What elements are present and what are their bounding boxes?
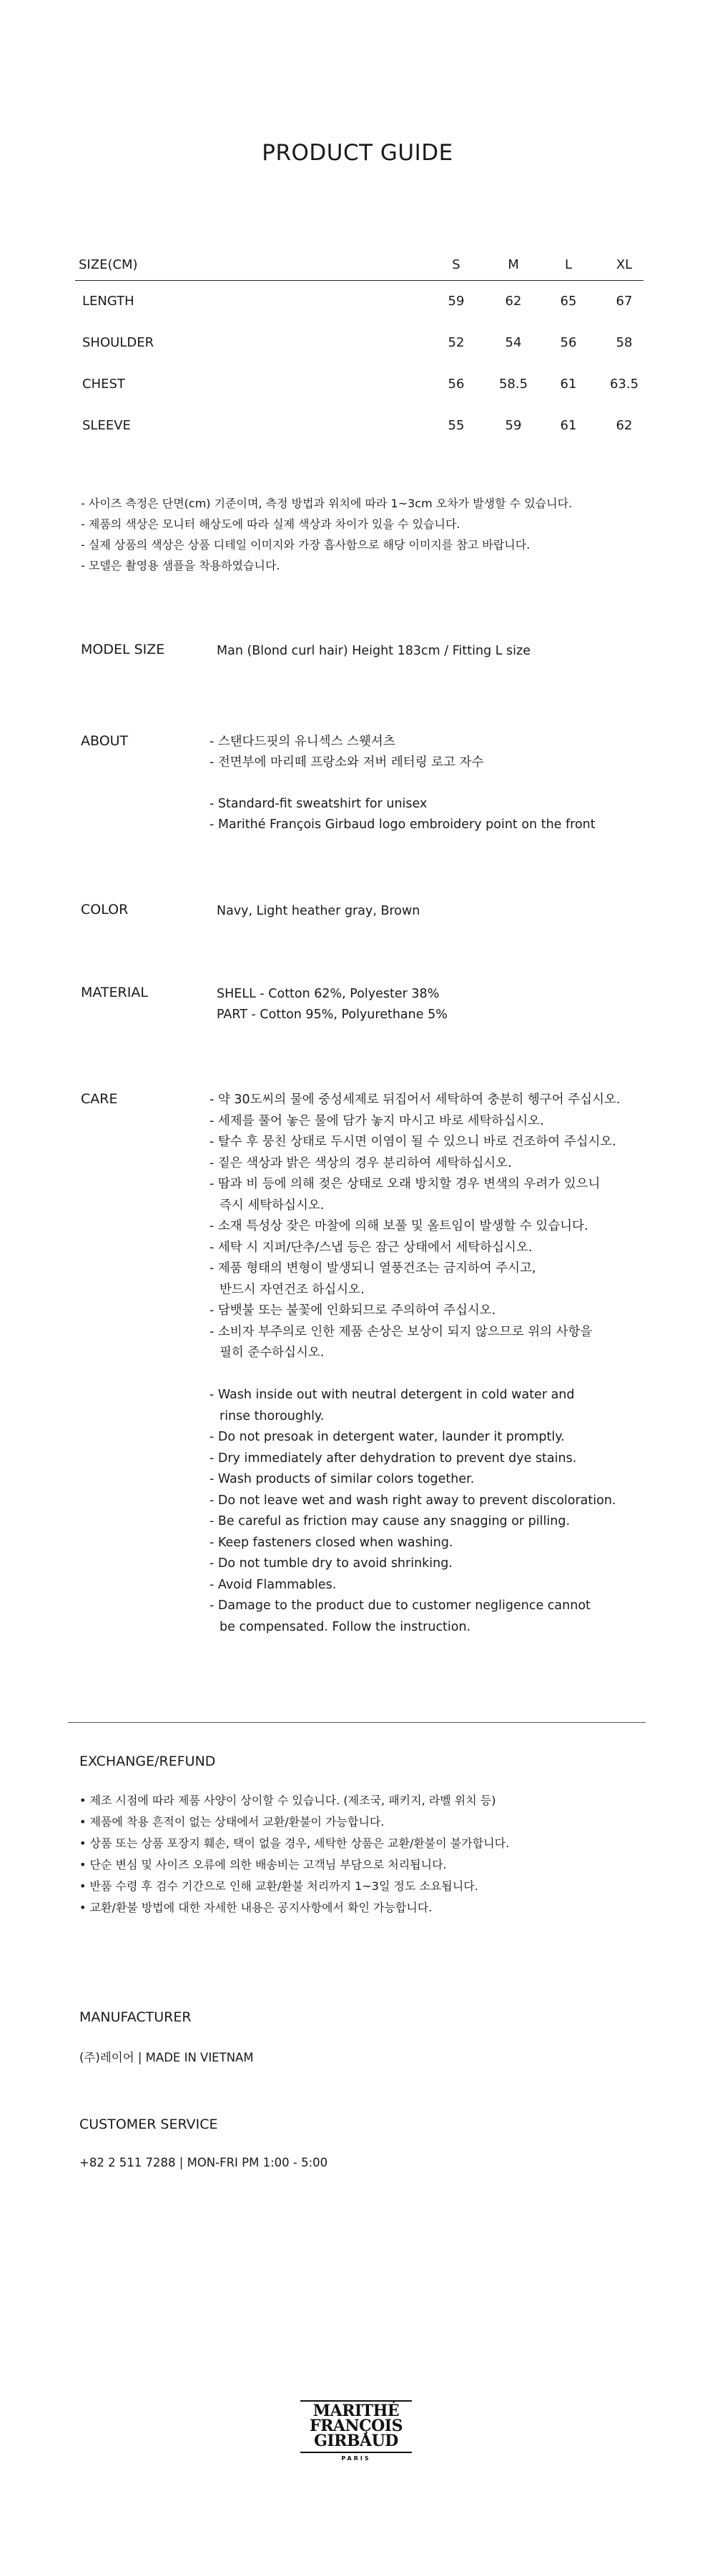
policy-line: • 반품 수령 후 검수 기간으로 인해 교환/환불 처리까지 1~3일 정도 소요됩니다. [79,1879,478,1893]
care-line: - 땀과 비 등에 의해 젖은 상태로 오래 방치할 경우 변색의 우려가 있으니 [209,1177,601,1191]
about-label: ABOUT [81,733,129,749]
table-cell: 56 [560,335,577,350]
section-divider [68,1722,646,1723]
size-col-l: L [564,257,573,272]
care-line: - Be careful as friction may cause any snagging or pilling. [209,1514,571,1528]
table-cell: 67 [616,294,633,309]
size-header-label: SIZE(CM) [79,257,138,272]
logo-paris: PARIS [341,2455,371,2462]
care-line: - 제품 형태의 변형이 발생되니 열풍건조는 금지하여 주시고, [209,1261,536,1275]
policy-line: • 제조 시점에 따라 제품 사양이 상이할 수 있습니다. (제조국, 패키지, 라벨 위치 등) [79,1794,496,1807]
manufacturer-value: (주)레이어 | MADE IN VIETNAM [79,2051,254,2064]
care-line: - 짙은 색상과 밝은 색상의 경우 분리하여 세탁하십시오. [209,1155,512,1170]
model-size-label: MODEL SIZE [81,642,165,657]
care-line: 즉시 세탁하십시오. [220,1198,325,1213]
table-cell: 62 [505,294,522,309]
care-line: - 탈수 후 뭉친 상태로 두시면 이염이 될 수 있으니 바로 건조하여 주십시오. [209,1135,616,1149]
table-cell: 63.5 [609,377,639,392]
care-line: - Do not leave wet and wash right away to prevent discoloration. [209,1493,616,1508]
about-line: - 전면부에 마리떼 프랑소와 저버 레터링 로고 자수 [209,755,484,770]
logo-rule [300,2452,412,2453]
policy-line: • 제품에 착용 흔적이 없는 상태에서 교환/환불이 가능합니다. [79,1815,385,1829]
exchange-policy [79,1790,509,1919]
care-label: CARE [81,1091,118,1107]
care-line: rinse thoroughly. [220,1408,325,1423]
size-col-m: M [508,257,519,272]
size-notes [81,493,572,576]
table-cell: 62 [616,418,633,433]
row-label: CHEST [82,377,125,392]
care-line: 필히 준수하십시오. [220,1346,325,1360]
note-line: - 실제 상품의 색상은 상품 디테일 이미지와 가장 흡사함으로 해당 이미지를 참고 바랍니다. [81,538,531,552]
about-line [209,773,596,794]
logo-line: FRANÇOIS [310,2417,403,2435]
table-cell: 59 [448,294,465,309]
care-line: - Keep fasteners closed when washing. [209,1535,453,1550]
color-value [217,901,420,922]
color-label: COLOR [81,902,129,917]
table-row [75,281,644,322]
about-line: - Marithé François Girbaud logo embroidery point on the front [209,817,596,832]
care-line: - 세제를 풀어 놓은 물에 담가 놓지 마시고 바로 세탁하십시오. [209,1113,544,1128]
material-value [217,984,448,1025]
care-line [209,1364,620,1386]
care-line: 반드시 자연건조 하십시오. [220,1282,365,1297]
row-label: SLEEVE [82,418,131,433]
material-line: SHELL - Cotton 62%, Polyester 38% [217,987,440,1001]
policy-line: • 교환/환불 방법에 대한 자세한 내용은 공지사항에서 확인 가능합니다. [79,1901,433,1914]
table-cell: 55 [448,418,465,433]
about-value [209,732,596,835]
model-size-value [217,641,531,662]
care-line: - Dry immediately after dehydration to prevent dye stains. [209,1451,577,1466]
customer-service-value: +82 2 511 7288 | MON-FRI PM 1:00 - 5:00 [79,2156,328,2169]
exchange-title: EXCHANGE/REFUND [79,1754,216,1769]
care-line: - 약 30도씨의 물에 중성세제로 뒤집어서 세탁하여 충분히 헹구어 주십시오. [209,1093,621,1107]
brand-logo [300,2397,412,2465]
care-line: - Avoid Flammables. [209,1577,337,1592]
policy-line: • 단순 변심 및 사이즈 오류에 의한 배송비는 고객님 부담으로 처리됩니다. [79,1858,447,1871]
size-table [75,250,644,447]
care-line: - 담뱃불 또는 불꽃에 인화되므로 주의하여 주십시오. [209,1303,496,1318]
about-line: - 스탠다드핏의 유니섹스 스웻셔츠 [209,735,395,749]
table-cell: 65 [560,294,577,309]
table-row [75,405,644,447]
row-label: SHOULDER [82,335,154,350]
care-instructions [209,1090,620,1638]
table-cell: 59 [505,418,522,433]
model-size-text: Man (Blond curl hair) Height 183cm / Fitting L size [217,644,531,658]
care-line: - Wash products of similar colors together. [209,1472,475,1486]
material-label: MATERIAL [81,985,148,1000]
table-cell: 56 [448,377,465,392]
table-cell: 54 [505,335,522,350]
page-title: PRODUCT GUIDE [262,140,453,166]
manufacturer-title: MANUFACTURER [79,2009,192,2025]
care-line: be compensated. Follow the instruction. [220,1619,471,1634]
care-line: - Wash inside out with neutral detergent in cold water and [209,1388,575,1402]
color-text: Navy, Light heather gray, Brown [217,904,420,918]
table-cell: 58.5 [498,377,528,392]
customer-service-title: CUSTOMER SERVICE [79,2117,218,2132]
care-line: - Damage to the product due to customer negligence cannot [209,1598,591,1613]
care-line: - 소비자 부주의로 인한 제품 손상은 보상이 되지 않으므로 위의 사항을 [209,1324,593,1339]
row-label: LENGTH [82,294,134,309]
policy-line: • 상품 또는 상품 포장지 훼손, 택이 없을 경우, 세탁한 상품은 교환/환불이 불가합니다. [79,1836,510,1850]
table-cell: 61 [560,418,577,433]
table-cell: 58 [616,335,633,350]
note-line: - 제품의 색상은 모니터 해상도에 따라 실제 색상과 차이가 있을 수 있습니다. [81,517,460,531]
logo-line: GIRBAUD [314,2432,398,2450]
note-line: - 사이즈 측정은 단면(cm) 기준이며, 측정 방법과 위치에 따라 1~3cm 오차가 발생할 수 있습니다. [81,497,573,510]
size-table-header [75,250,644,281]
about-line: - Standard-fit sweatshirt for unisex [209,797,428,811]
note-line: - 모델은 촬영용 샘플을 착용하였습니다. [81,559,280,572]
material-line: PART - Cotton 95%, Polyurethane 5% [217,1008,448,1022]
table-row [75,322,644,364]
logo-line: MARITHÉ [312,2402,400,2420]
care-line: - 세탁 시 지퍼/단추/스냅 등은 잠근 상태에서 세탁하십시오. [209,1240,533,1255]
size-col-s: S [452,257,460,272]
size-col-xl: XL [616,257,633,272]
care-line: - Do not presoak in detergent water, launder it promptly. [209,1430,565,1444]
table-cell: 61 [560,377,577,392]
care-line: - Do not tumble dry to avoid shrinking. [209,1556,453,1571]
care-line: - 소재 특성상 잦은 마찰에 의해 보풀 및 올트임이 발생할 수 있습니다. [209,1219,588,1233]
table-cell: 52 [448,335,465,350]
table-row [75,364,644,405]
